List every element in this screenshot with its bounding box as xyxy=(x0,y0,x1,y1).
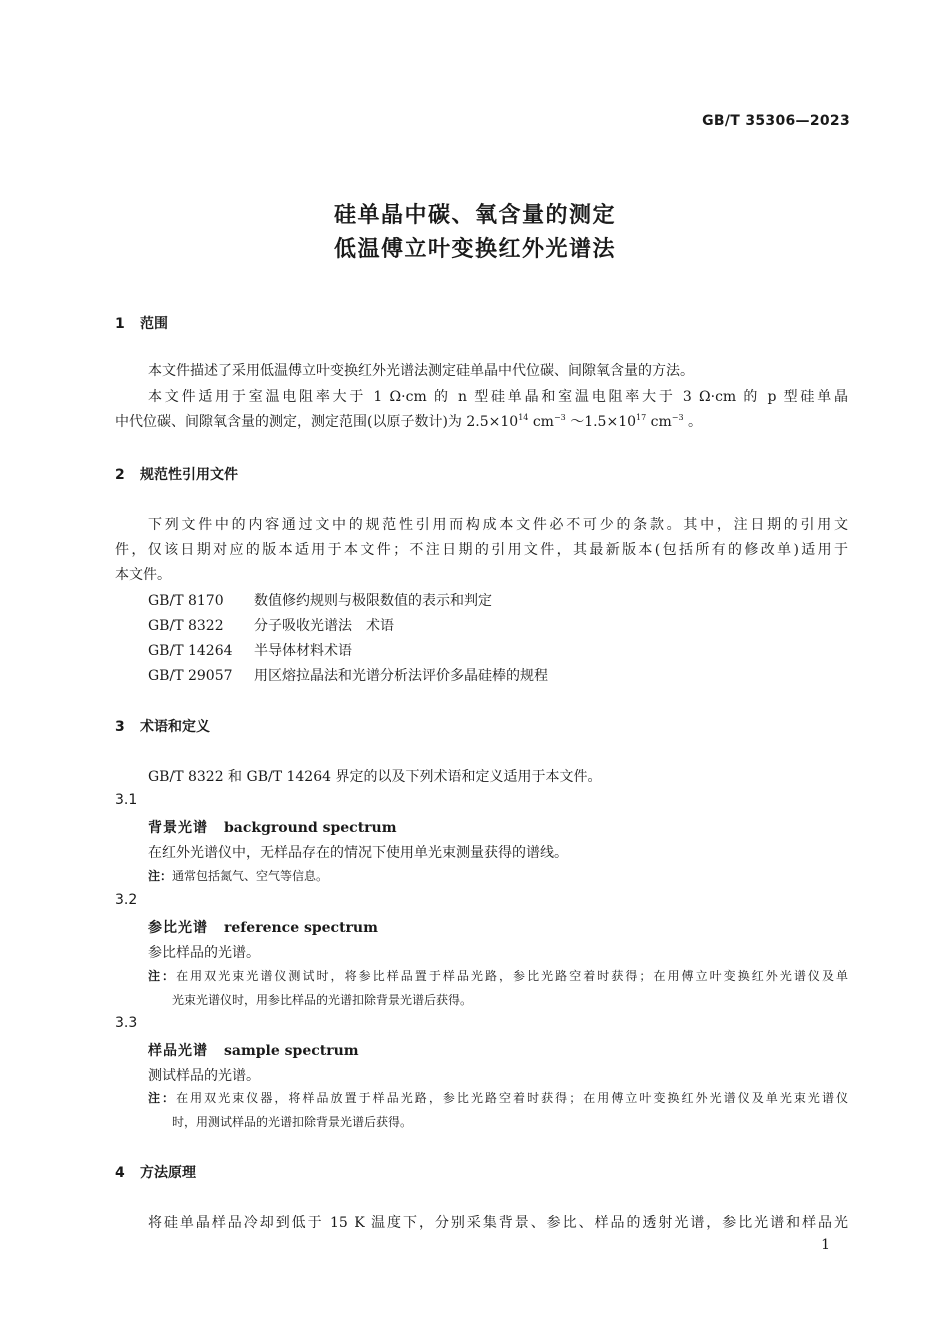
section-1-paragraph-1: 本文件描述了采用低温傅立叶变换红外光谱法测定硅单晶中代位碳、间隙氧含量的方法。 xyxy=(148,363,694,379)
reference-code: GB/T 29057 xyxy=(148,668,233,684)
term-chinese: 样品光谱 xyxy=(148,1043,208,1059)
page-number: 1 xyxy=(821,1237,830,1253)
term-number: 3.1 xyxy=(115,792,138,808)
term-chinese: 参比光谱 xyxy=(148,920,208,936)
reference-title: 半导体材料术语 xyxy=(254,643,352,659)
section-number: 4 xyxy=(115,1165,125,1181)
term-note-line2: 光束光谱仪时，用参比样品的光谱扣除背景光谱后获得。 xyxy=(172,993,473,1007)
term-heading xyxy=(148,817,397,837)
term-chinese: 背景光谱 xyxy=(148,820,208,836)
section-3-paragraph: GB/T 8322 和 GB/T 14264 界定的以及下列术语和定义适用于本文件。 xyxy=(148,769,602,785)
section-title: 规范性引用文件 xyxy=(140,467,238,483)
section-title: 术语和定义 xyxy=(140,719,210,735)
note-text: 在用双光束仪器，将样品放置于样品光路，参比光路空着时获得；在用傅立叶变换红外光谱仪及单光束光谱仪 xyxy=(176,1091,848,1105)
section-4-heading xyxy=(115,1162,196,1182)
term-definition: 测试样品的光谱。 xyxy=(148,1068,260,1084)
term-note-line2: 时，用测试样品的光谱扣除背景光谱后获得。 xyxy=(172,1115,413,1129)
section-1-paragraph-2-line1: 本文件适用于室温电阻率大于 1 Ω·cm 的 n 型硅单晶和室温电阻率大于 3 Ω·cm 的 p 型硅单晶 xyxy=(148,389,848,405)
section-number: 1 xyxy=(115,316,125,332)
section-4-paragraph: 将硅单晶样品冷却到低于 15 K 温度下，分别采集背景、参比、样品的透射光谱，参比光谱和样品光 xyxy=(148,1215,848,1231)
reference-code: GB/T 8322 xyxy=(148,618,224,634)
term-heading xyxy=(148,917,378,937)
term-note-line1 xyxy=(148,1089,848,1106)
term-english: background spectrum xyxy=(224,820,397,836)
term-definition: 在红外光谱仪中，无样品存在的情况下使用单光束测量获得的谱线。 xyxy=(148,845,568,861)
document-title-line1: 硅单晶中碳、氧含量的测定 xyxy=(333,203,616,228)
standard-number: GB/T 35306—2023 xyxy=(702,113,850,129)
reference-title: 分子吸收光谱法 术语 xyxy=(254,618,394,634)
term-note-line1 xyxy=(148,967,848,984)
normative-reference xyxy=(148,590,492,610)
exponent: −3 xyxy=(671,413,684,422)
range-text: ～1.5×10 xyxy=(565,414,637,430)
reference-code: GB/T 8170 xyxy=(148,593,224,609)
section-3-heading xyxy=(115,716,210,736)
exponent: 14 xyxy=(518,413,529,422)
section-1-heading xyxy=(115,313,168,333)
section-2-paragraph-line2: 件，仅该日期对应的版本适用于本文件；不注日期的引用文件，其最新版本(包括所有的修改单)适用于 xyxy=(115,542,848,558)
unit: cm xyxy=(646,414,672,430)
exponent: −3 xyxy=(553,413,566,422)
section-number: 3 xyxy=(115,719,125,735)
section-2-paragraph-line1: 下列文件中的内容通过文中的规范性引用而构成本文件必不可少的条款。其中，注日期的引用文 xyxy=(148,517,848,533)
normative-reference xyxy=(148,665,548,685)
note-label: 注： xyxy=(148,869,173,883)
term-number: 3.3 xyxy=(115,1015,138,1031)
note-label: 注： xyxy=(148,969,177,983)
normative-reference xyxy=(148,615,394,635)
range-text: 中代位碳、间隙氧含量的测定，测定范围(以原子数计)为 2.5×10 xyxy=(115,414,519,430)
reference-code: GB/T 14264 xyxy=(148,643,233,659)
document-title-line2: 低温傅立叶变换红外光谱法 xyxy=(333,237,616,262)
reference-title: 用区熔拉晶法和光谱分析法评价多晶硅棒的规程 xyxy=(254,668,548,684)
term-english: reference spectrum xyxy=(224,920,378,936)
section-2-heading xyxy=(115,464,238,484)
normative-reference xyxy=(148,640,352,660)
term-definition: 参比样品的光谱。 xyxy=(148,945,260,961)
reference-title: 数值修约规则与极限数值的表示和判定 xyxy=(254,593,492,609)
section-number: 2 xyxy=(115,467,125,483)
term-number: 3.2 xyxy=(115,892,138,908)
section-title: 方法原理 xyxy=(140,1165,196,1181)
note-text: 在用双光束光谱仪测试时，将参比样品置于样品光路，参比光路空着时获得；在用傅立叶变换红外光谱仪及单 xyxy=(176,969,848,983)
term-english: sample spectrum xyxy=(224,1043,359,1059)
term-note xyxy=(148,867,328,884)
term-heading xyxy=(148,1040,359,1060)
note-text: 通常包括氮气、空气等信息。 xyxy=(172,869,329,883)
section-1-paragraph-2-line2 xyxy=(115,411,702,431)
range-text: 。 xyxy=(683,414,703,430)
section-title: 范围 xyxy=(140,316,168,332)
note-label: 注： xyxy=(148,1091,177,1105)
exponent: 17 xyxy=(636,413,647,422)
section-2-paragraph-line3: 本文件。 xyxy=(115,567,171,583)
unit: cm xyxy=(528,414,554,430)
